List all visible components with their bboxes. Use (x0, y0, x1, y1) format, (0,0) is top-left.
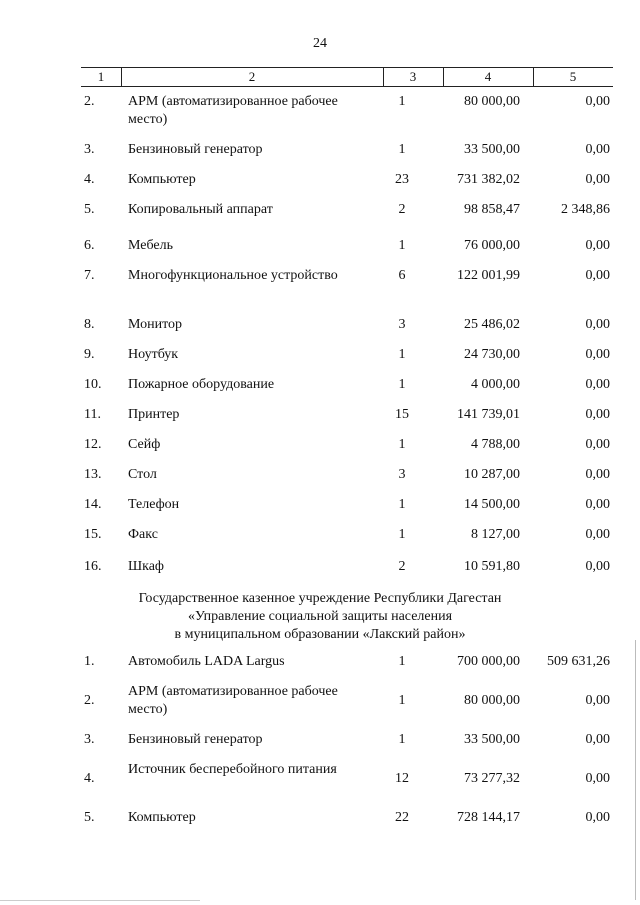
row-residual: 0,00 (585, 437, 610, 452)
row-number: 8. (84, 317, 95, 332)
row-name: АРМ (автоматизированное рабочее место) (128, 94, 338, 127)
row-sum: 98 858,47 (464, 202, 520, 217)
row-residual: 0,00 (585, 407, 610, 422)
row-quantity: 2 (398, 202, 406, 217)
table-header (81, 67, 613, 87)
row-number: 4. (84, 771, 95, 786)
row-number: 2. (84, 693, 95, 708)
row-residual: 0,00 (585, 317, 610, 332)
row-name: Многофункциональное устройство (128, 268, 338, 283)
row-name: Принтер (128, 407, 180, 422)
row-sum: 80 000,00 (464, 94, 520, 109)
row-quantity: 22 (395, 810, 409, 825)
column-header-1: 1 (97, 69, 105, 84)
row-quantity: 1 (398, 377, 406, 392)
row-quantity: 1 (398, 654, 406, 669)
row-sum: 728 144,17 (457, 810, 520, 825)
row-quantity: 1 (398, 497, 406, 512)
row-name: АРМ (автоматизированное рабочее место) (128, 684, 338, 717)
row-number: 4. (84, 172, 95, 187)
row-number: 9. (84, 347, 95, 362)
row-sum: 80 000,00 (464, 693, 520, 708)
row-sum: 4 000,00 (471, 377, 520, 392)
row-residual: 0,00 (585, 377, 610, 392)
row-name: Автомобиль LADA Largus (128, 654, 285, 669)
row-sum: 33 500,00 (464, 142, 520, 157)
row-number: 13. (84, 467, 102, 482)
row-residual: 0,00 (585, 810, 610, 825)
row-name: Телефон (128, 497, 180, 512)
row-number: 10. (84, 377, 102, 392)
row-number: 6. (84, 238, 95, 253)
column-header-2: 2 (248, 69, 256, 84)
row-number: 2. (84, 94, 95, 109)
row-sum: 141 739,01 (457, 407, 520, 422)
row-residual: 0,00 (585, 347, 610, 362)
row-number: 11. (84, 407, 101, 422)
row-number: 7. (84, 268, 95, 283)
row-sum: 700 000,00 (457, 654, 520, 669)
row-quantity: 3 (398, 467, 406, 482)
scan-edge-line (0, 900, 200, 901)
row-sum: 122 001,99 (457, 268, 520, 283)
row-sum: 25 486,02 (464, 317, 520, 332)
row-quantity: 1 (398, 437, 406, 452)
row-name: Копировальный аппарат (128, 202, 273, 217)
row-sum: 4 788,00 (471, 437, 520, 452)
row-sum: 24 730,00 (464, 347, 520, 362)
row-sum: 10 591,80 (464, 559, 520, 574)
row-quantity: 6 (398, 268, 406, 283)
row-residual: 0,00 (585, 693, 610, 708)
row-number: 1. (84, 654, 95, 669)
row-quantity: 1 (398, 347, 406, 362)
row-name: Ноутбук (128, 347, 179, 362)
row-name: Шкаф (128, 559, 164, 574)
row-name: Мебель (128, 238, 174, 253)
row-name: Источник бесперебойного питания (128, 762, 337, 777)
row-residual: 0,00 (585, 732, 610, 747)
row-residual: 0,00 (585, 559, 610, 574)
row-quantity: 1 (398, 732, 406, 747)
section-heading-line: «Управление социальной защиты населения (187, 609, 453, 624)
row-residual: 509 631,26 (547, 654, 610, 669)
row-sum: 8 127,00 (471, 527, 520, 542)
row-quantity: 12 (395, 771, 409, 786)
section-heading-line: Государственное казенное учреждение Республики Дагестан (138, 591, 502, 606)
row-name: Монитор (128, 317, 183, 332)
section-heading (80, 590, 560, 644)
row-name: Сейф (128, 437, 161, 452)
row-name: Компьютер (128, 810, 196, 825)
row-sum: 10 287,00 (464, 467, 520, 482)
column-header-3: 3 (409, 69, 417, 84)
row-number: 14. (84, 497, 102, 512)
row-quantity: 23 (395, 172, 409, 187)
row-sum: 33 500,00 (464, 732, 520, 747)
row-quantity: 2 (398, 559, 406, 574)
row-sum: 73 277,32 (464, 771, 520, 786)
row-residual: 2 348,86 (561, 202, 610, 217)
section-heading-line: в муниципальном образовании «Лакский район» (174, 627, 466, 642)
row-residual: 0,00 (585, 94, 610, 109)
row-name: Факс (128, 527, 158, 542)
row-name: Пожарное оборудование (128, 377, 275, 392)
row-quantity: 1 (398, 142, 406, 157)
column-header-4: 4 (484, 69, 492, 84)
column-header-5: 5 (569, 69, 577, 84)
row-residual: 0,00 (585, 268, 610, 283)
row-number: 16. (84, 559, 102, 574)
row-name: Бензиновый генератор (128, 142, 263, 157)
row-residual: 0,00 (585, 771, 610, 786)
row-number: 5. (84, 202, 95, 217)
row-number: 3. (84, 142, 95, 157)
row-quantity: 1 (398, 94, 406, 109)
row-number: 15. (84, 527, 102, 542)
row-quantity: 3 (398, 317, 406, 332)
row-name: Бензиновый генератор (128, 732, 263, 747)
scan-edge-line (635, 640, 636, 900)
row-name: Компьютер (128, 172, 196, 187)
row-residual: 0,00 (585, 467, 610, 482)
page-number: 24 (313, 36, 327, 51)
row-residual: 0,00 (585, 527, 610, 542)
row-number: 5. (84, 810, 95, 825)
row-sum: 14 500,00 (464, 497, 520, 512)
row-residual: 0,00 (585, 142, 610, 157)
row-residual: 0,00 (585, 172, 610, 187)
row-name: Стол (128, 467, 157, 482)
row-quantity: 1 (398, 238, 406, 253)
row-number: 3. (84, 732, 95, 747)
row-quantity: 1 (398, 693, 406, 708)
row-number: 12. (84, 437, 102, 452)
row-residual: 0,00 (585, 497, 610, 512)
row-quantity: 1 (398, 527, 406, 542)
row-sum: 76 000,00 (464, 238, 520, 253)
row-sum: 731 382,02 (457, 172, 520, 187)
row-quantity: 15 (395, 407, 409, 422)
row-residual: 0,00 (585, 238, 610, 253)
